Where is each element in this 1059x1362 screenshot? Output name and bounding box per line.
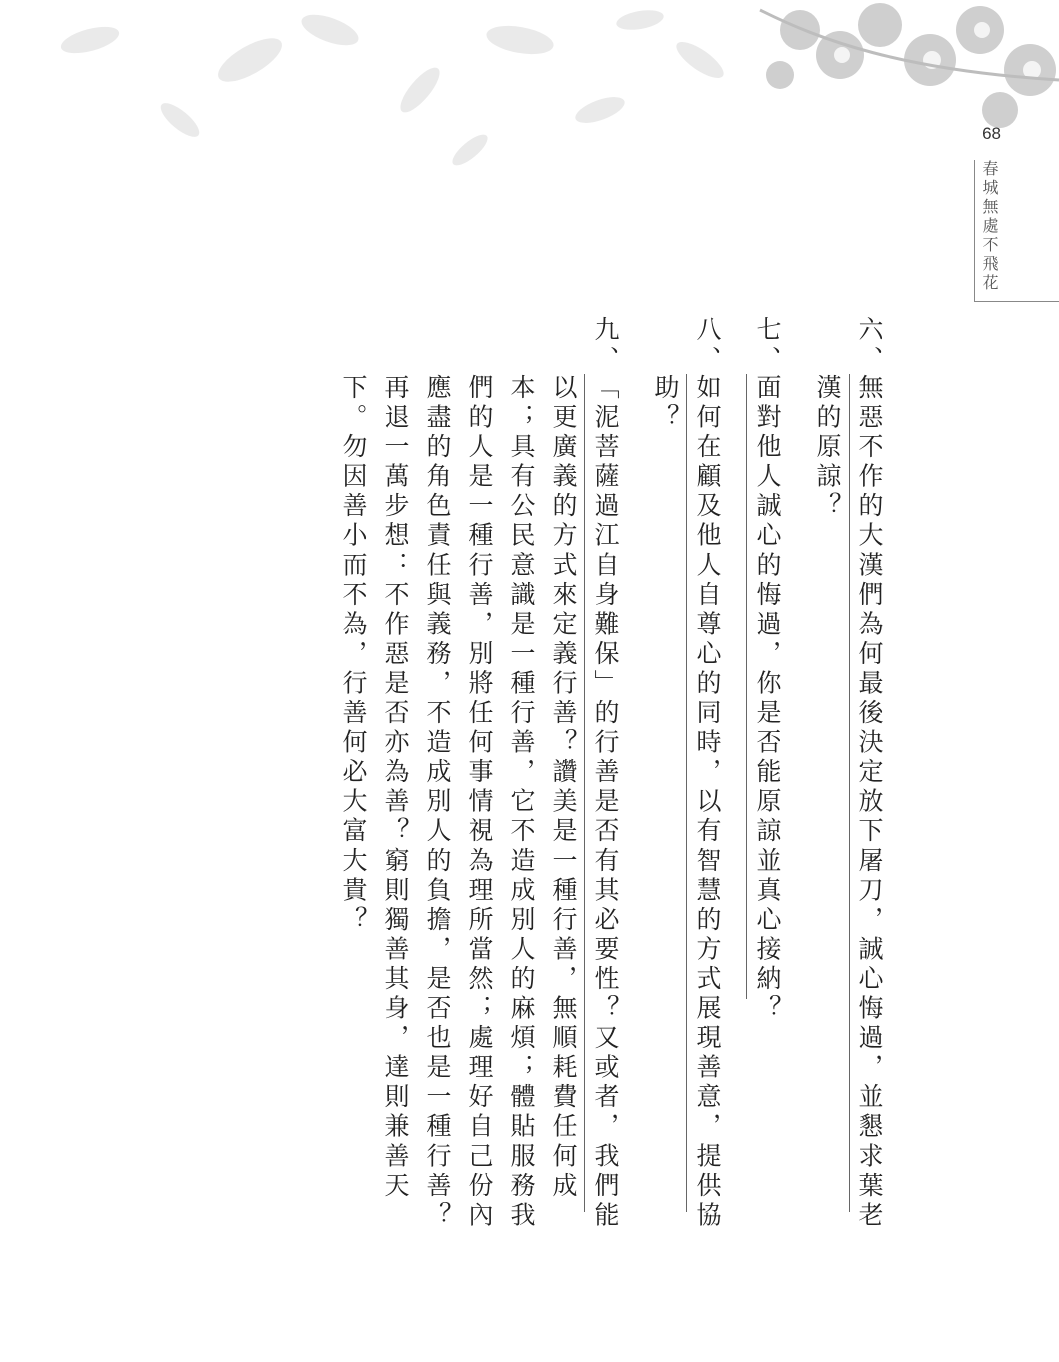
question-number: 六、 [855,316,884,376]
question-number: 七、 [753,316,782,376]
question-line: 助？ [651,374,680,434]
question-line: 如何在顧及他人自尊心的同時，以有智慧的方式展現善意，提供協 [693,374,722,1231]
question-line: 無惡不作的大漢們為何最後決定放下屠刀，誠心悔過，並懇求葉老 [855,374,884,1231]
question-number: 八、 [693,316,722,376]
question-line: 「泥菩薩過江自身難保」的行善是否有其必要性？又或者，我們能 [591,374,620,1231]
question-line: 應盡的角色責任與義務，不造成別人的負擔，是否也是一種行善？ [423,374,452,1231]
question-line: 以更廣義的方式來定義行善？讚美是一種行善，無順耗費任何成 [549,374,578,1202]
question-rule [849,374,850,1212]
question-line: 下。勿因善小而不為，行善何必大富大貴？ [339,374,368,936]
running-title-rule-bottom [974,301,1059,302]
question-line: 再退一萬步想：不作惡是否亦為善？窮則獨善其身，達則兼善天 [381,374,410,1202]
question-line: 們的人是一種行善，別將任何事情視為理所當然；處理好自己份內 [465,374,494,1231]
question-line: 本；具有公民意識是一種行善，它不造成別人的麻煩；體貼服務我 [507,374,536,1231]
running-title: 春城無處不飛花 [980,160,999,293]
question-rule [746,374,747,999]
question-number: 九、 [591,316,620,376]
page-number: 68 [982,124,1001,143]
cherry-blossom-decoration [0,0,1059,320]
question-line: 面對他人誠心的悔過，你是否能原諒並真心接納？ [753,374,782,1025]
question-rule [686,374,687,1212]
question-rule [584,374,585,1212]
running-title-rule [974,160,975,302]
question-line: 漢的原諒？ [813,374,842,522]
